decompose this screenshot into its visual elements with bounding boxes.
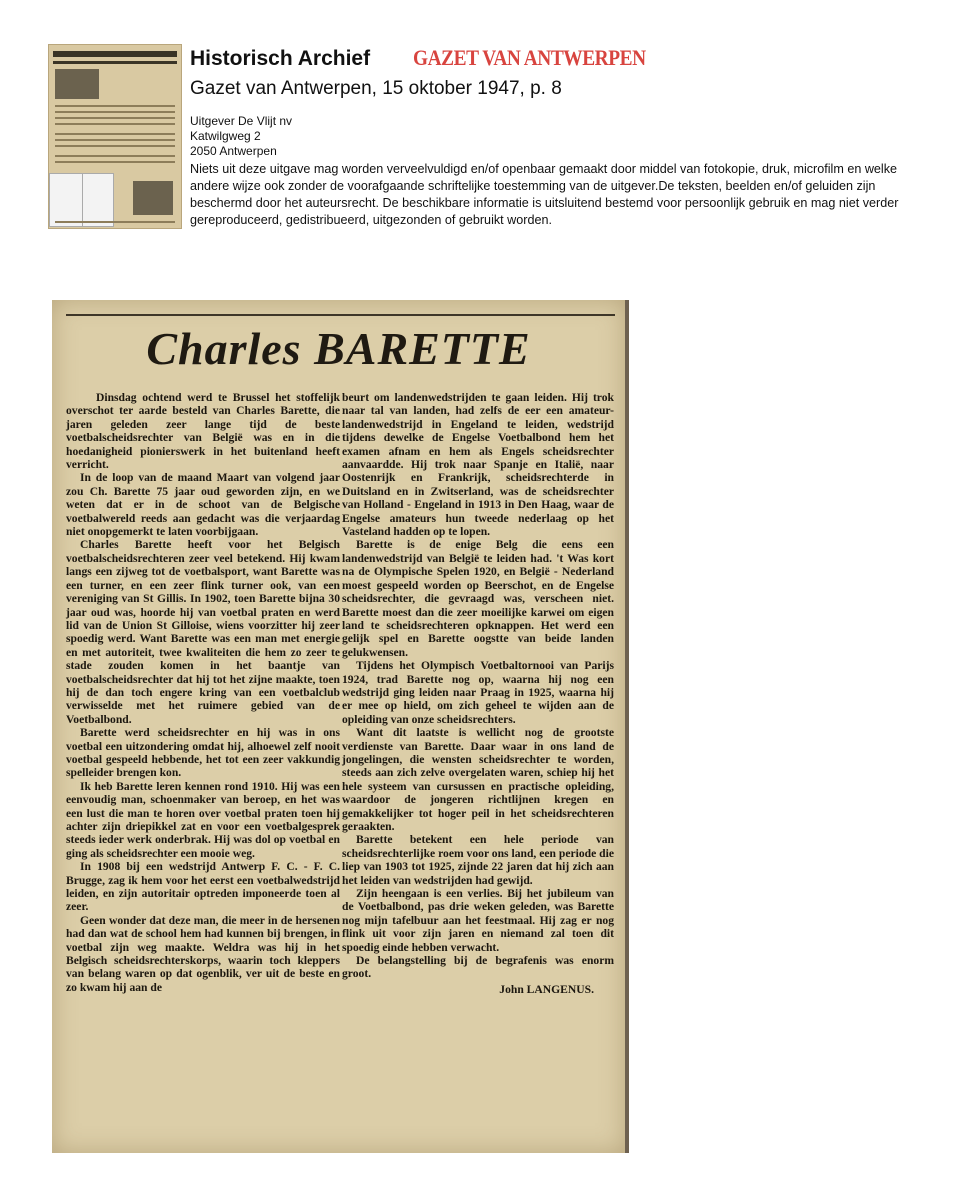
archive-title: Historisch Archief — [190, 47, 371, 70]
article-paragraph: beurt om landenwedstrijden te gaan leiden. Hij trok naar tal van landen, had zelfs de eer een amateur-landenwedstrijd in Engeland te leiden, wedstrijd tijdens dewelke de Engelse Voetbalbond hem het examen afnam en hem als Engels scheidsrechter aanvaardde. Hij trok naar Spanje en Italië, naar Oostenrijk en Frankrijk, scheidsrechterde in Duitsland en in Zwitserland, was de scheidsrechter van Holland - Engeland in 1913 in Den Haag, waar de Engelse amateurs hun tweede nederlaag op het Vasteland hadden op te lopen. — [342, 391, 614, 539]
newspaper-thumbnail[interactable] — [48, 44, 182, 229]
copyright-notice: Niets uit deze uitgave mag worden verveelvuldigd en/of openbaar gemaakt door middel van fotokopie, druk, microfilm en welke andere wijze ook zonder de voorafgaande schriftelijke toestemming van de uitgever.De teksten, beelden en/of geluiden zijn beschermd door het auteursrecht. De beschikbare informatie is uitsluitend bestemd voor persoonlijk gebruik en mag niet verder gereproduceerd, gedistribueerd, uitgezonden of gebruikt worden. — [190, 162, 899, 227]
article-paragraph: In de loop van de maand Maart van volgend jaar zou Ch. Barette 75 jaar oud geworden zijn, en we weten dat er in de schoot van de Belgische voetbalwereld reeds aan gedacht was die verjaardag niet onopgemerkt te laten voorbijgaan. — [66, 471, 340, 539]
article-paragraph: In 1908 bij een wedstrijd Antwerp F. C. - F. C. Brugge, zag ik hem voor het eerst een voetbalwedstrijd leiden, en zijn autoritair optreden imponeerde toen al zeer. — [66, 860, 340, 914]
clipping-rule — [66, 314, 615, 316]
article-paragraph: Zijn heengaan is een verlies. Bij het jubileum van de Voetbalbond, pas drie weken geleden, was Barette nog mijn tafelbuur aan het feestmaal. Hij zag er nog flink uit voor zijn jaren en niemand zal toen dit spoedig einde hebben verwacht. — [342, 887, 614, 954]
article-signature: John LANGENUS. — [499, 982, 594, 996]
article-column-left — [66, 391, 340, 994]
publisher-name: Uitgever De Vlijt nv — [190, 114, 293, 128]
article-column-right — [342, 391, 614, 996]
publisher-street: Katwilgweg 2 — [190, 129, 261, 143]
article-paragraph: Want dit laatste is wellicht nog de grootste verdienste van Barette. Daar waar in ons land de jongelingen, die wensten scheidsrechter te worden, steeds aan zich zelve overgelaten waren, schiep hij het hele systeem van cursussen en practische opleiding, waardoor de jongeren richtlijnen kregen en gemakkelijker tot hoger peil in het scheidsrechteren geraakten. — [342, 726, 614, 833]
article-paragraph: Ik heb Barette leren kennen rond 1910. Hij was een eenvoudig man, schoenmaker van beroep, en het was een lust die man te horen over voetbal praten toen hij achter zijn driepikkel zat en voor een voetbalgesprek steeds ieder werk onderbrak. Hij was dol op voetbal en ging als scheidsrechter een mooie weg. — [66, 779, 340, 860]
article-paragraph: Barette werd scheidsrechter en hij was in ons voetbal een uitzondering omdat hij, alhoewel zelf nooit voetbal gespeeld hebbende, het tot een zeer vakkundig spelleider brengen kon. — [66, 726, 340, 780]
article-paragraph: Barette betekent een hele periode van scheidsrechterlijke roem voor ons land, een periode die liep van 1903 tot 1925, zijnde 22 jaren dat hij zich aan het leiden van wedstrijden had gewijd. — [342, 833, 614, 887]
article-paragraph: Geen wonder dat deze man, die meer in de hersenen had dan wat de school hem had kunnen bij brengen, in voetbal zijn weg maakte. Weldra was hij in het Belgisch scheidsrechterskorps, waarin toch kleppers van belang waren op dat ogenblik, ver uit de beste en zo kwam hij aan de — [66, 913, 340, 994]
newspaper-clipping — [52, 300, 629, 1153]
article-paragraph: Barette is de enige Belg die eens een landenwedstrijd van België te leiden had. 't Was kort na de Olympische Spelen 1920, en België - Nederland moest gespeeld worden op Beerschot, en de Engelse scheidsrechter, die gevraagd was, verscheen niet. Barette moest dan die zeer moeilijke karwei om eigen land te scheidsrechteren opknappen. Het werd een gelijk spel en Barette oogstte van beide landen gelukwensen. — [342, 538, 614, 659]
article-paragraph: Tijdens het Olympisch Voetbaltornooi van Parijs 1924, trad Barette nog op, waarna hij nog een wedstrijd ging leiden naar Praag in 1925, waarna hij er mee op hield, om zich geheel te wijden aan de opleiding van onze scheidsrechters. — [342, 659, 614, 726]
article-paragraph: Dinsdag ochtend werd te Brussel het stoffelijk overschot ter aarde besteld van Charles Barette, die jaren geleden zeer lange tijd de beste voetbalscheidsrechter van België was en in die hoedanigheid pionierswerk in het buitenland heeft verricht. — [66, 391, 340, 472]
publisher-address — [190, 114, 292, 159]
article-paragraph: De belangstelling bij de begrafenis was enorm groot. — [342, 954, 614, 981]
article-title: Charles BARETTE — [146, 323, 531, 374]
edition-info: Gazet van Antwerpen, 15 oktober 1947, p. 8 — [190, 78, 562, 99]
newspaper-logo[interactable]: GAZET VAN ANTWERPEN — [413, 45, 646, 70]
publisher-city: 2050 Antwerpen — [190, 144, 277, 158]
article-paragraph: Charles Barette heeft voor het Belgisch voetbalscheidsrechteren zeer veel betekend. Hij kwam langs een zijweg tot de voetbalsport, want Barette was een turner, en een zeer flink turner ook, van een vereniging van St Gillis. In 1902, toen Barette bijna 30 jaar oud was, hoorde hij van voetbal praten en werd lid van de Union St Gilloise, wiens voorzitter hij zeer spoedig werd. Want Barette was een man met energie en met autoriteit, twee kwaliteiten die hem zo zeer te stade zouden komen in het baantje van voetbalscheidsrechter dat hij tot het zijne maakte, toen hij de dan toch engere kring van een voetbalclub verwisselde met het ruimere gebied van de Voetbalbond. — [66, 538, 340, 726]
